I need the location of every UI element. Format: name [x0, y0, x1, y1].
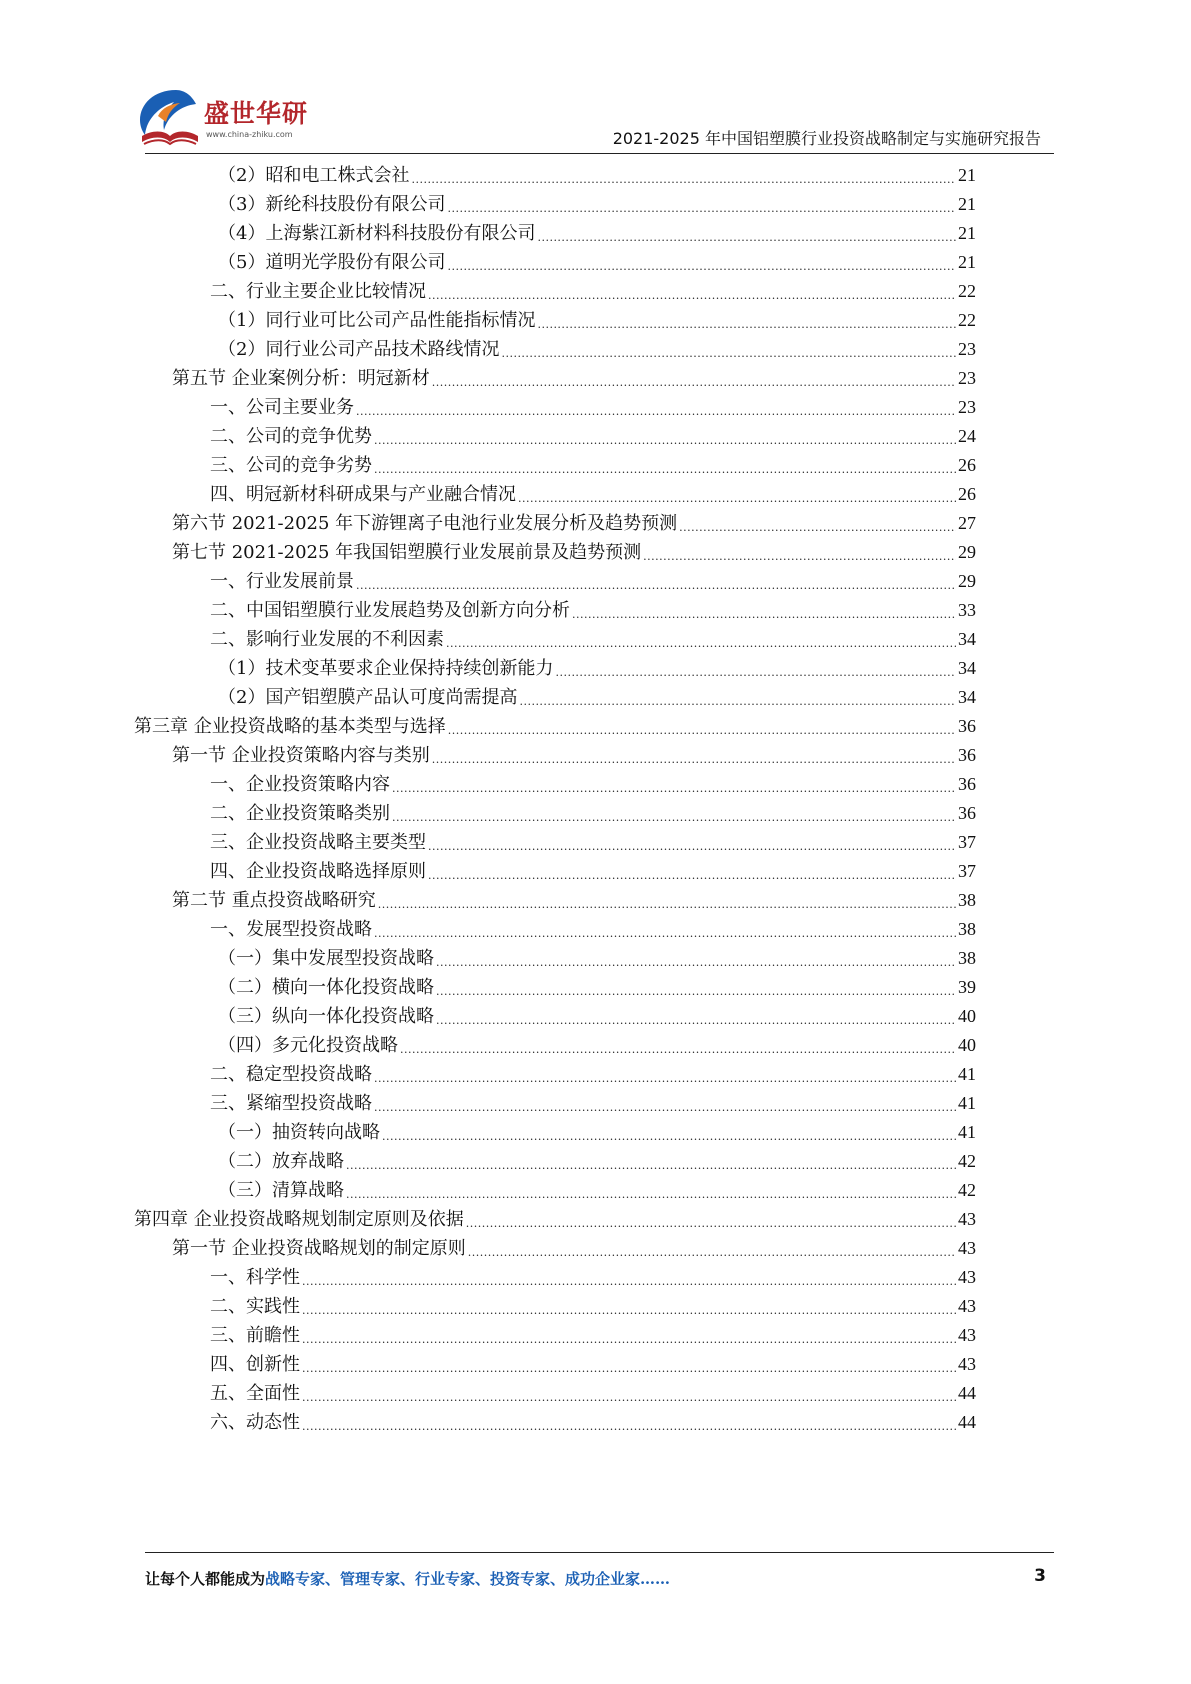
toc-entry-title: 第一节 企业投资策略内容与类别: [172, 745, 430, 766]
footer-slogan-highlight: 战略专家、管理专家、行业专家、投资专家、成功企业家……: [265, 1570, 671, 1588]
page-number: 3: [1034, 1566, 1046, 1586]
company-logo: [136, 86, 316, 152]
toc-dot-leader: [436, 943, 956, 974]
toc-entry[interactable]: [218, 160, 976, 191]
logo-emblem-icon: [136, 86, 206, 152]
toc-entry[interactable]: [210, 479, 976, 510]
toc-entry[interactable]: [210, 450, 976, 481]
toc-entry-title: （3）新纶科技股份有限公司: [218, 194, 446, 215]
toc-entry-title: 三、企业投资战略主要类型: [210, 832, 426, 853]
toc-entry-page: 38: [958, 919, 976, 939]
toc-entry-page: 26: [958, 455, 976, 475]
toc-entry[interactable]: [210, 1291, 976, 1322]
toc-entry-page: 43: [958, 1325, 976, 1345]
toc-entry-page: 29: [958, 542, 976, 562]
toc-dot-leader: [436, 1001, 956, 1032]
toc-entry-title: 一、发展型投资战略: [210, 919, 372, 940]
toc-entry[interactable]: [210, 1088, 976, 1119]
toc-entry-page: 43: [958, 1238, 976, 1258]
toc-dot-leader: [555, 653, 956, 684]
toc-entry[interactable]: [218, 1030, 976, 1061]
toc-entry[interactable]: [210, 392, 976, 423]
toc-entry-title: 三、紧缩型投资战略: [210, 1093, 372, 1114]
toc-entry-page: 23: [958, 368, 976, 388]
toc-dot-leader: [374, 1088, 956, 1119]
toc-entry-title: （2）国产铝塑膜产品认可度尚需提高: [218, 687, 518, 708]
toc-entry-page: 21: [958, 223, 976, 243]
toc-entry-title: （5）道明光学股份有限公司: [218, 252, 446, 273]
toc-entry-page: 26: [958, 484, 976, 504]
toc-entry-page: 34: [958, 658, 976, 678]
toc-entry-page: 43: [958, 1296, 976, 1316]
toc-entry[interactable]: [210, 1407, 976, 1438]
toc-entry[interactable]: [134, 1204, 976, 1235]
toc-entry-page: 43: [958, 1209, 976, 1229]
toc-entry[interactable]: [210, 1349, 976, 1380]
toc-entry[interactable]: [210, 1378, 976, 1409]
toc-entry-title: （2）同行业公司产品技术路线情况: [218, 339, 500, 360]
toc-entry-title: 六、动态性: [210, 1412, 300, 1433]
toc-entry-title: （三）清算战略: [218, 1180, 344, 1201]
toc-entry[interactable]: [218, 972, 976, 1003]
toc-entry-title: 第六节 2021-2025 年下游锂离子电池行业发展分析及趋势预测: [172, 513, 678, 534]
toc-dot-leader: [643, 537, 956, 568]
toc-entry-title: （二）放弃战略: [218, 1151, 344, 1172]
toc-entry[interactable]: [210, 914, 976, 945]
toc-entry-page: 43: [958, 1354, 976, 1374]
toc-entry-page: 34: [958, 629, 976, 649]
toc-entry-page: 38: [958, 890, 976, 910]
toc-entry-page: 23: [958, 397, 976, 417]
toc-entry-page: 42: [958, 1180, 976, 1200]
toc-entry[interactable]: [218, 1117, 976, 1148]
toc-entry[interactable]: [210, 624, 976, 655]
toc-entry-page: 36: [958, 716, 976, 736]
toc-entry-page: 40: [958, 1006, 976, 1026]
toc-dot-leader: [466, 1204, 956, 1235]
report-title: 2021-2025 年中国铝塑膜行业投资战略制定与实施研究报告: [612, 129, 1041, 148]
toc-entry[interactable]: [210, 421, 976, 452]
toc-entry-page: 36: [958, 803, 976, 823]
toc-entry[interactable]: [210, 276, 976, 307]
toc-entry-title: （四）多元化投资战略: [218, 1035, 398, 1056]
toc-entry-page: 22: [958, 281, 976, 301]
toc-dot-leader: [448, 711, 956, 742]
toc-entry-page: 44: [958, 1383, 976, 1403]
footer-slogan: [145, 1568, 670, 1589]
toc-dot-leader: [436, 972, 956, 1003]
toc-dot-leader: [501, 334, 956, 365]
toc-entry[interactable]: [172, 363, 976, 394]
toc-dot-leader: [428, 827, 956, 858]
toc-entry-title: （2）昭和电工株式会社: [218, 165, 410, 186]
toc-dot-leader: [302, 1378, 956, 1409]
toc-entry-title: 二、公司的竞争优势: [210, 426, 372, 447]
toc-entry-title: （4）上海紫江新材料科技股份有限公司: [218, 223, 536, 244]
toc-dot-leader: [392, 769, 956, 800]
logo-url: www.china-zhiku.com: [206, 130, 293, 139]
toc-entry-title: 二、中国铝塑膜行业发展趋势及创新方向分析: [210, 600, 570, 621]
toc-entry[interactable]: [218, 1175, 976, 1206]
toc-dot-leader: [411, 160, 956, 191]
toc-entry-page: 37: [958, 832, 976, 852]
toc-entry[interactable]: [218, 305, 976, 336]
toc-dot-leader: [432, 363, 956, 394]
toc-entry[interactable]: [218, 682, 976, 713]
toc-entry[interactable]: [210, 856, 976, 887]
toc-dot-leader: [537, 218, 956, 249]
toc-entry[interactable]: [172, 885, 976, 916]
toc-entry-page: 41: [958, 1122, 976, 1142]
toc-entry-page: 38: [958, 948, 976, 968]
toc-entry-title: （一）集中发展型投资战略: [218, 948, 434, 969]
toc-entry-title: 二、稳定型投资战略: [210, 1064, 372, 1085]
toc-entry-page: 27: [958, 513, 976, 533]
toc-entry[interactable]: [210, 566, 976, 597]
toc-dot-leader: [446, 624, 956, 655]
toc-dot-leader: [400, 1030, 956, 1061]
toc-dot-leader: [302, 1262, 956, 1293]
toc-dot-leader: [356, 392, 956, 423]
toc-entry-title: 二、企业投资策略类别: [210, 803, 390, 824]
toc-entry[interactable]: [218, 653, 976, 684]
toc-entry[interactable]: [172, 508, 976, 539]
toc-entry[interactable]: [210, 798, 976, 829]
toc-dot-leader: [468, 1233, 956, 1264]
toc-entry[interactable]: [218, 1146, 976, 1177]
toc-entry[interactable]: [218, 943, 976, 974]
toc-dot-leader: [378, 885, 956, 916]
toc-dot-leader: [302, 1349, 956, 1380]
toc-entry-title: （二）横向一体化投资战略: [218, 977, 434, 998]
toc-dot-leader: [432, 740, 956, 771]
toc-entry-title: （1）同行业可比公司产品性能指标情况: [218, 310, 536, 331]
toc-entry-title: 第四章 企业投资战略规划制定原则及依据: [134, 1209, 464, 1230]
toc-dot-leader: [537, 305, 956, 336]
toc-entry-title: 一、公司主要业务: [210, 397, 354, 418]
toc-entry[interactable]: [218, 1001, 976, 1032]
footer-divider: [145, 1552, 1054, 1553]
toc-entry-page: 21: [958, 194, 976, 214]
toc-entry-title: 三、公司的竞争劣势: [210, 455, 372, 476]
toc-entry-page: 41: [958, 1064, 976, 1084]
toc-entry-title: 二、实践性: [210, 1296, 300, 1317]
toc-entry[interactable]: [218, 218, 976, 249]
toc-entry[interactable]: [210, 1320, 976, 1351]
toc-entry-title: 第五节 企业案例分析：明冠新材: [172, 368, 430, 389]
toc-entry-page: 29: [958, 571, 976, 591]
toc-dot-leader: [572, 595, 956, 626]
toc-dot-leader: [356, 566, 956, 597]
toc-entry-title: 一、科学性: [210, 1267, 300, 1288]
toc-entry[interactable]: [210, 595, 976, 626]
toc-entry-title: （一）抽资转向战略: [218, 1122, 380, 1143]
toc-dot-leader: [382, 1117, 956, 1148]
toc-dot-leader: [374, 1059, 956, 1090]
header-divider: [145, 153, 1054, 154]
toc-entry[interactable]: [218, 247, 976, 278]
toc-entry-page: 23: [958, 339, 976, 359]
toc-entry-page: 22: [958, 310, 976, 330]
toc-entry-page: 43: [958, 1267, 976, 1287]
toc-entry-title: 第二节 重点投资战略研究: [172, 890, 376, 911]
toc-entry-title: 一、企业投资策略内容: [210, 774, 390, 795]
toc-entry-title: 第三章 企业投资战略的基本类型与选择: [134, 716, 446, 737]
toc-dot-leader: [392, 798, 956, 829]
toc-entry-page: 39: [958, 977, 976, 997]
toc-dot-leader: [447, 247, 956, 278]
footer-slogan-lead: 让每个人都能成为: [145, 1570, 266, 1588]
toc-entry-title: （三）纵向一体化投资战略: [218, 1006, 434, 1027]
toc-entry-page: 24: [958, 426, 976, 446]
toc-entry-title: 第一节 企业投资战略规划的制定原则: [172, 1238, 466, 1259]
toc-dot-leader: [346, 1146, 956, 1177]
toc-entry-page: 37: [958, 861, 976, 881]
toc-dot-leader: [679, 508, 956, 539]
toc-dot-leader: [428, 276, 956, 307]
toc-entry-title: （1）技术变革要求企业保持持续创新能力: [218, 658, 554, 679]
toc-entry[interactable]: [172, 1233, 976, 1264]
logo-brand-name: 盛世华研: [204, 99, 309, 128]
toc-entry-title: 四、创新性: [210, 1354, 300, 1375]
toc-entry[interactable]: [172, 740, 976, 771]
toc-entry-page: 41: [958, 1093, 976, 1113]
toc-dot-leader: [374, 421, 956, 452]
toc-entry-page: 42: [958, 1151, 976, 1171]
toc-entry[interactable]: [210, 769, 976, 800]
toc-entry-page: 21: [958, 252, 976, 272]
toc-dot-leader: [518, 479, 956, 510]
toc-entry-title: 三、前瞻性: [210, 1325, 300, 1346]
toc-entry-title: 第七节 2021-2025 年我国铝塑膜行业发展前景及趋势预测: [172, 542, 642, 563]
toc-entry-page: 36: [958, 774, 976, 794]
toc-entry[interactable]: [210, 1262, 976, 1293]
toc-entry-page: 44: [958, 1412, 976, 1432]
toc-dot-leader: [447, 189, 956, 220]
toc-entry[interactable]: [210, 1059, 976, 1090]
toc-entry-page: 40: [958, 1035, 976, 1055]
toc-dot-leader: [302, 1407, 956, 1438]
toc-entry-page: 33: [958, 600, 976, 620]
toc-entry-title: 二、影响行业发展的不利因素: [210, 629, 444, 650]
toc-dot-leader: [302, 1291, 956, 1322]
toc-dot-leader: [374, 914, 956, 945]
toc-entry[interactable]: [210, 827, 976, 858]
toc-entry[interactable]: [172, 537, 976, 568]
toc-entry-title: 一、行业发展前景: [210, 571, 354, 592]
toc-entry[interactable]: [134, 711, 976, 742]
toc-entry[interactable]: [218, 334, 976, 365]
toc-dot-leader: [346, 1175, 956, 1206]
toc-entry-title: 二、行业主要企业比较情况: [210, 281, 426, 302]
toc-entry-title: 四、企业投资战略选择原则: [210, 861, 426, 882]
toc-dot-leader: [428, 856, 956, 887]
toc-entry-page: 21: [958, 165, 976, 185]
toc-entry-page: 36: [958, 745, 976, 765]
toc-dot-leader: [374, 450, 956, 481]
toc-entry-title: 四、明冠新材科研成果与产业融合情况: [210, 484, 516, 505]
toc-dot-leader: [302, 1320, 956, 1351]
toc-entry[interactable]: [218, 189, 976, 220]
toc-entry-page: 34: [958, 687, 976, 707]
toc-dot-leader: [519, 682, 956, 713]
toc-entry-title: 五、全面性: [210, 1383, 300, 1404]
